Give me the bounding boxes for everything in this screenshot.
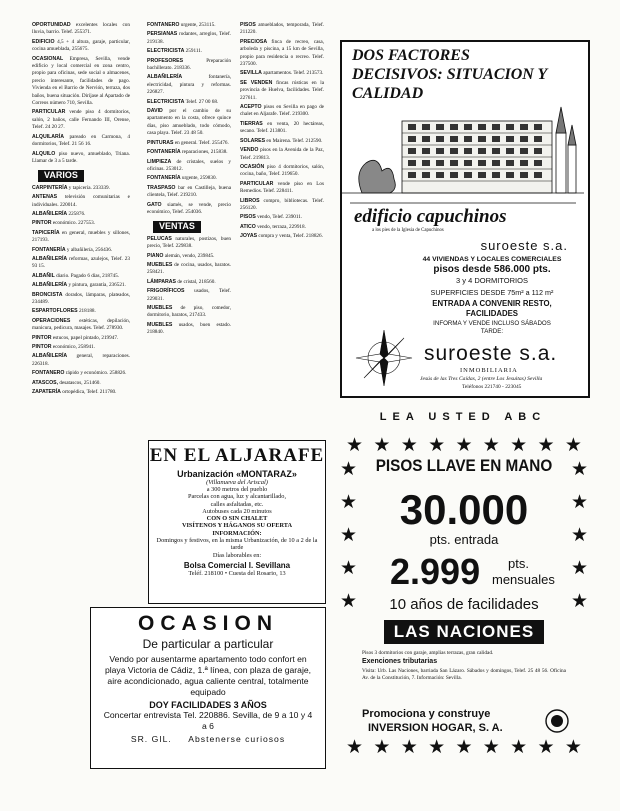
star-icon: ★ [455, 434, 473, 456]
star-border-top [338, 436, 590, 455]
classified-keyword: PARTICULAR [32, 109, 66, 116]
star-icon: ★ [570, 590, 588, 612]
classified-keyword: TAPICERÍA [32, 229, 60, 236]
classified-text: Telef. 27 00 68. [184, 98, 219, 105]
builder-seal-icon [544, 708, 570, 734]
star-icon: ★ [570, 557, 588, 579]
classified-text: diario. Pagado 6 días, 218745. [54, 272, 120, 279]
classified-ad [147, 140, 231, 147]
classified-ad [240, 164, 324, 179]
classified-keyword: FONTANERO [32, 370, 65, 377]
naciones-years: 10 años de facilidades [389, 596, 539, 613]
classified-keyword: PROFESORES [147, 57, 184, 64]
classified-keyword: LÁMPARAS [147, 278, 177, 285]
classified-text: vendo, terraza, 229918. [255, 223, 306, 230]
star-icon: ★ [564, 736, 582, 758]
classified-ad [147, 305, 231, 320]
star-icon: ★ [400, 434, 418, 456]
classified-ad [147, 31, 231, 46]
classified-keyword: PERSIANAS [147, 31, 178, 38]
classified-ad [240, 80, 324, 102]
classified-keyword: ANTENAS [32, 194, 58, 201]
classified-text: de piso, comedor, dormitorio, baratos, 217433. [147, 305, 231, 319]
suroeste-price: pisos desde 586.000 pts. [433, 264, 551, 275]
classified-text: piso 4 dormitorios, salón, cocina, baño, Telef. 219650. [240, 163, 324, 178]
classified-ad [32, 308, 130, 315]
classified-keyword: PINTOR [32, 220, 52, 227]
aljarafe-line: CON O SIN CHALET [206, 515, 268, 523]
classified-ad [147, 236, 231, 251]
classified-text: por el cambio de su apartamento en la costa, ofrece quince días, piso amueblado, todo cómodo, casa playa. Telef. 23 48 50. [147, 108, 231, 137]
classified-ad [240, 22, 324, 37]
star-icon: ★ [510, 434, 528, 456]
star-icon: ★ [373, 434, 391, 456]
classified-keyword: ALBAÑILERÍA [32, 282, 68, 289]
classified-ad [32, 151, 130, 166]
classified-text: 225876. [67, 210, 86, 217]
classified-text: y tapicería. 233339. [67, 184, 110, 191]
classified-ad [32, 185, 130, 192]
classified-keyword: OCASIÓN [240, 163, 265, 170]
classified-ad [32, 220, 130, 227]
naciones-headline: PISOS LLAVE EN MANO [375, 456, 553, 475]
building-illustration [342, 103, 584, 213]
classified-text: naturales, postizos, buen precio, Telef. 229838. [147, 235, 231, 250]
classified-text: vendo, Telef. 239011. [255, 214, 303, 221]
star-icon: ★ [428, 736, 446, 758]
classified-text: económico. 227553. [51, 220, 96, 227]
classified-keyword: MUEBLES [147, 321, 173, 328]
classified-keyword: PINTOR [32, 344, 52, 351]
lea-abc-strip: LEA USTED ABC [379, 411, 547, 423]
classified-ad [32, 370, 130, 377]
classified-text: en Mairena. Telef. 212590. [265, 137, 323, 144]
star-icon: ★ [537, 434, 555, 456]
suroeste-headline: DOS FACTORES DECISIVOS: SITUACION Y CALIDAD [352, 47, 547, 102]
classified-ad [147, 22, 231, 29]
classified-text: ortopédica, Telef. 211780. [60, 389, 117, 396]
classified-text: pareado en Carmona, 4 dormitorios, Telef. 21 56 16. [32, 133, 130, 148]
classified-keyword: ESPARTOFLORES [32, 308, 78, 315]
classified-text: fincas rústicas en la provincia de Huelva, facilidades. Telef. 227611. [240, 79, 324, 101]
naciones-promo: Promociona y construye [362, 708, 491, 720]
suroeste-info: INFORMA Y VENDE INCLUSO SÁBADOS TARDE: [433, 320, 551, 335]
classified-text: Preparación bachillerato. 218336. [147, 57, 231, 72]
suroeste-deal: ENTRADA A CONVENIR RESTO, FACILIDADES [432, 299, 552, 318]
ocasion-footer: SR. GIL. Abstenerse curiosos [130, 734, 286, 744]
star-icon: ★ [570, 491, 588, 513]
classified-ad [147, 185, 231, 200]
suroeste-rooms: 3 y 4 DORMITORIOS [456, 276, 528, 285]
aljarafe-footer: Teléf. 218100 • Cuesta del Rosario, 13 [188, 569, 286, 577]
aljarafe-line: a 300 metros del pueblo [206, 486, 268, 493]
naciones-monthly-label: mensuales [492, 572, 555, 587]
classified-ad [240, 104, 324, 119]
classified-keyword: OCASIONAL [32, 55, 64, 62]
classified-ad [147, 288, 231, 303]
aljarafe-ad [148, 440, 326, 604]
classified-text: en venta, 20 hectáreas, secano. Telef. 213801. [240, 120, 324, 135]
aljarafe-office: Bolsa Comercial I. Sevillana [183, 560, 291, 570]
naciones-monthly-price: 2.999 [390, 551, 481, 592]
aljarafe-line: INFORMACIÓN: [212, 529, 262, 537]
classified-ad [147, 149, 231, 156]
classified-ad [147, 253, 231, 260]
classified-text: 218188. [77, 308, 96, 315]
classified-keyword: MUEBLES [147, 261, 173, 268]
classified-text: compro, bibliotecas. Telef. 256120. [240, 197, 324, 211]
classified-keyword: MUEBLES [147, 305, 173, 311]
classified-ad [32, 109, 130, 131]
classified-text: rápido y económico. 258826. [64, 370, 127, 377]
classified-ad [147, 322, 231, 337]
classified-text: dorados, lámparas, plateados, 234489. [32, 291, 130, 305]
star-border-left [340, 460, 357, 611]
star-border-bottom [338, 738, 590, 757]
compass-rose-icon [354, 328, 414, 388]
star-icon: ★ [373, 736, 391, 758]
star-icon: ★ [570, 458, 588, 480]
classified-text: urgente, 253115. [179, 22, 216, 28]
suroeste-units: 44 VIVIENDAS Y LOCALES COMERCIALES [422, 256, 562, 263]
classified-keyword: ACEPTO [240, 104, 262, 111]
classified-keyword: PINTURAS [147, 139, 174, 146]
star-icon: ★ [455, 736, 473, 758]
star-icon: ★ [564, 434, 582, 456]
aljarafe-line: Autobuses cada 20 minutos [202, 507, 272, 515]
classified-keyword: TRASPASO [147, 184, 176, 191]
classified-text: alemán, vendo, 239845. [163, 252, 215, 259]
classified-keyword: PISOS [240, 22, 256, 28]
classified-text: pisos en la Avenida de la Paz, Telef. 219813. [240, 147, 324, 161]
naciones-builder: INVERSION HOGAR, S. A. [368, 722, 503, 734]
classified-keyword: FONTANERÍA [147, 149, 181, 156]
classified-ad [32, 39, 130, 54]
classified-keyword: ZAPATERÍA [32, 389, 61, 396]
suroeste-brand-sub: INMOBILIARIA [460, 367, 518, 374]
classified-keyword: CARPINTERÍA [32, 184, 68, 191]
classified-ad [32, 194, 130, 209]
star-icon: ★ [340, 557, 358, 579]
classified-text: finca de recreo, casa, arboleda y piscina, a 15 km de Sevilla, propio para residencia o recreo. Telef. 237500. [240, 38, 324, 68]
suroeste-brand-top: suroeste s.a. [480, 238, 568, 253]
classified-keyword: ATICO [240, 223, 256, 230]
classified-ad [147, 99, 231, 106]
classified-text: 259111. [184, 48, 203, 55]
classified-keyword: DAVID [147, 108, 163, 115]
classified-ad [32, 380, 130, 387]
aljarafe-line: VISÍTENOS Y HÁGANOS SU OFERTA [181, 522, 293, 530]
classified-text: excelentes locales con lluvia, barrio. Telef. 255371. [32, 22, 130, 36]
classified-keyword: FONTANERO [147, 22, 180, 28]
ocasion-body: Vendo por ausentarme apartamento todo confort en playa Victoria de Cádiz, 1.ª línea, con plaza de garaje, aire acondicionado, agua caliente central, totalmente equipado [104, 654, 312, 697]
classified-text: amueblados, temporada, Telef. 211220. [240, 22, 324, 36]
classified-text: Empresa, Sevilla, vende edificio y local comercial en zona centro, propio para oficinas, sede social o almacenes, precio interesante, facilidades de pago. Vivienda en el Barrio de Nervión, terraza, dos baños, buena situación. Diríjase al Apartado de Correos número 710, Sevilla. [32, 55, 130, 107]
classified-keyword: FONTANERÍA [32, 246, 66, 253]
classified-keyword: ALQUILO [32, 150, 56, 157]
classified-ad [32, 292, 130, 307]
classified-text: de cocina, usados, baratos. 258421. [147, 261, 231, 276]
classified-keyword: ELECTRICISTA [147, 48, 185, 55]
star-icon: ★ [340, 491, 358, 513]
section-header-ventas: VENTAS [153, 221, 201, 232]
classified-keyword: TIERRAS [240, 120, 263, 127]
classified-text: de cristal, 218560. [176, 278, 216, 285]
classified-text: económico, 258941. [51, 344, 96, 351]
classified-keyword: ALBAÑIL [32, 272, 55, 279]
classified-text: y pintura, garantía, 236521. [67, 282, 126, 289]
aljarafe-subtitle: Urbanización «MONTARAZ» [177, 469, 297, 479]
classified-ad [240, 147, 324, 162]
las-naciones-ad [338, 432, 590, 762]
classified-keyword: ALBAÑILERÍA [32, 255, 68, 262]
classified-text: siamés, se vende, precio económico, Telef. 254036. [147, 201, 231, 215]
classified-ad [147, 175, 231, 182]
ocasion-facilities: DOY FACILIDADES 3 AÑOS [149, 700, 267, 710]
ocasion-ad [90, 607, 326, 769]
classified-ad [32, 256, 130, 271]
classified-ad [240, 233, 324, 240]
suroeste-address: Jesús de las Tres Caídas, 2 (entre Los Jesuitas) Sevilla [420, 376, 543, 382]
classified-text: vende piso en Los Remedios. Telef. 228411. [240, 180, 324, 195]
star-icon: ★ [340, 458, 358, 480]
star-icon: ★ [346, 434, 364, 456]
classified-ad [240, 224, 324, 231]
classified-keyword: GATO [147, 201, 162, 208]
classified-keyword: ALBAÑILERÍA [147, 74, 183, 81]
classified-text: estucos, papel pintado, 219947. [51, 334, 119, 341]
aljarafe-line: calles asfaltadas, etc. [210, 500, 264, 508]
classified-text: urgente, 259830. [180, 175, 217, 182]
classified-text: y albañilería, 256436. [65, 246, 113, 253]
classified-ad [147, 48, 231, 55]
classified-text: bar en Castilleja, buena clientela, Telef. 219210. [147, 184, 231, 199]
classified-ad [32, 134, 130, 149]
classified-ad [32, 318, 130, 333]
ocasion-contact: Concertar entrevista Tel. 220886. Sevilla, de 9 a 10 y 4 a 6 [103, 710, 313, 731]
classified-keyword: LIMPIEZA [147, 158, 172, 165]
classified-ad [240, 181, 324, 196]
classified-keyword: ATASCOS, [32, 379, 59, 386]
classified-ad [32, 353, 130, 368]
suroeste-ad [340, 40, 590, 398]
classified-keyword: PISOS [240, 214, 256, 221]
star-icon: ★ [482, 736, 500, 758]
classified-text: pisos en Sevilla en pago de chalet en Aljarafe. Telef. 219300. [240, 104, 324, 118]
classified-keyword: ALBAÑILERÍA [32, 353, 68, 360]
star-icon: ★ [340, 590, 358, 612]
classified-ad [147, 74, 231, 96]
naciones-brand: LAS NACIONES [384, 620, 544, 644]
naciones-exemptions: Exenciones tributarias [362, 658, 438, 665]
star-border-right [571, 460, 588, 611]
naciones-detail: Pisos 3 dormitorios con garaje, amplias terrazas, gran calidad. [362, 650, 494, 656]
classified-text: estéticas, depilación, manicura, pedicura, masajes. Telef. 278930. [32, 317, 130, 332]
classified-text: usados, Telef. 229031. [147, 288, 231, 302]
star-icon: ★ [346, 736, 364, 758]
classified-text: 4,5 + 4 altura, garaje, particular, cocina amueblada, 255675. [32, 38, 130, 53]
ocasion-title: OCASION [137, 612, 278, 635]
aljarafe-place: (Villanueva del Ariscal) [206, 479, 268, 486]
classified-keyword: FRIGORÍFICOS [147, 288, 185, 295]
classified-ad [32, 56, 130, 108]
classified-text: apartamentos. Telef. 213573. [261, 70, 324, 77]
classified-ad [240, 39, 324, 69]
classified-ad [147, 279, 231, 286]
classified-ad [32, 247, 130, 254]
classified-ad [240, 70, 324, 77]
star-icon: ★ [537, 736, 555, 758]
classified-keyword: PELUCAS [147, 235, 172, 242]
classified-text: desatascos, 251460. [58, 379, 101, 386]
star-icon: ★ [482, 434, 500, 456]
classified-ad [147, 159, 231, 174]
classified-ad [32, 230, 130, 245]
classified-ad [32, 344, 130, 351]
classified-keyword: SEVILLA [240, 70, 262, 77]
classified-text: rodantes, arreglos, Telef. 219138. [147, 31, 231, 45]
classified-text: reparaciones, 215838. [180, 149, 228, 156]
classified-text: de cristales, suelos y oficinas. 253012. [147, 158, 231, 172]
star-icon: ★ [340, 524, 358, 546]
classified-keyword: PRECIOSA [240, 38, 268, 45]
classified-keyword: JOYAS [240, 233, 258, 240]
classified-ad [147, 58, 231, 73]
star-icon: ★ [428, 434, 446, 456]
star-icon: ★ [510, 736, 528, 758]
classified-keyword: ALBAÑILERÍA [32, 210, 68, 217]
suroeste-building-name: edificio capuchinos [354, 206, 507, 227]
classified-keyword: ELECTRICISTA [147, 98, 185, 105]
classified-keyword: PIANO [147, 252, 164, 259]
classified-ad [147, 108, 231, 138]
aljarafe-line: Días laborables en: [212, 551, 262, 559]
classified-ad [32, 273, 130, 280]
classified-ad [32, 282, 130, 289]
classified-text: en general. Telef. 255476. [173, 139, 229, 146]
classified-keyword: ALQUILARÍA [32, 133, 64, 140]
classified-text: compra y venta, Telef. 218826. [257, 233, 323, 240]
aljarafe-line: Domingos y festivos, en la misma Urbanización, de 10 a 2 de la tarde [156, 537, 318, 552]
classified-ad [240, 138, 324, 145]
suroeste-phones: Teléfonos 221740 - 223045 [462, 384, 522, 390]
classifieds-column-3 [240, 22, 324, 437]
classified-ad [32, 211, 130, 218]
classified-text: usados, buen estado. 218840. [147, 321, 231, 336]
classified-text: fontanería, electricidad, pintura y reformas. 226827. [147, 74, 231, 96]
ocasion-subtitle: De particular a particular [142, 637, 274, 651]
naciones-entry-price: 30.000 [399, 486, 529, 533]
suroeste-surface: SUPERFICIES DESDE 75m² a 112 m² [430, 288, 554, 297]
naciones-monthly-pts: pts. [508, 556, 529, 571]
naciones-entry-label: pts. entrada [429, 532, 499, 547]
classified-keyword: SOLARES [240, 137, 266, 144]
classified-keyword: BRONCISTA [32, 291, 63, 298]
classified-keyword: FONTANERÍA [147, 175, 181, 182]
classified-text: reformas, azulejos, Telef. 23 93 15. [32, 255, 130, 270]
star-icon: ★ [400, 736, 418, 758]
classified-ad [240, 198, 324, 213]
classified-keyword: LIBROS [240, 197, 260, 204]
naciones-smallprint: Visita: Urb. Las Naciones, barriada San Lázaro. Sábados y domingos, Telef. 25 48 56. Oficina Av. de la Constitución, 7. Información: Sevilla. [362, 668, 566, 682]
classified-keyword: OPERACIONES [32, 317, 71, 324]
classified-keyword: SE VENDEN [240, 79, 273, 86]
classified-ad [240, 214, 324, 221]
classified-ad [32, 22, 130, 37]
classifieds-column-2 [147, 22, 231, 437]
aljarafe-lines [149, 486, 325, 559]
classified-ad [147, 262, 231, 277]
classified-text: vende piso 4 dormitorios, salón, 2 baños, calle Fernando III, Orense, Telef. 24 20 27. [32, 109, 130, 131]
classified-keyword: VENDO [240, 147, 259, 154]
aljarafe-title: EN EL ALJARAFE [149, 445, 325, 466]
suroeste-brand: suroeste s.a. [424, 342, 558, 365]
classified-ad [240, 121, 324, 136]
classified-text: piso nuevo, amueblado, Triana. Llamar de 3 a 5 tarde. [32, 150, 130, 164]
classified-keyword: OPORTUNIDAD [32, 22, 71, 28]
classified-keyword: PARTICULAR [240, 180, 274, 187]
classified-ad [147, 202, 231, 217]
section-header-varios: VARIOS [38, 170, 84, 181]
classified-keyword: EDIFICIO [32, 38, 55, 45]
classified-text: general, reparaciones. 226318. [32, 353, 130, 367]
suroeste-building-sub: a los pies de la Iglesia de Capuchinos [372, 228, 444, 233]
classified-ad [32, 389, 130, 396]
classified-text: televisión comunitarias e individuales. 220014. [32, 194, 130, 208]
classified-text: en general, muebles y sillones, 217193. [32, 229, 130, 244]
star-icon: ★ [570, 524, 588, 546]
aljarafe-line: Parcelas con agua, luz y alcantarillado, [187, 493, 287, 501]
classified-keyword: PINTOR [32, 334, 52, 341]
classified-ad [32, 335, 130, 342]
